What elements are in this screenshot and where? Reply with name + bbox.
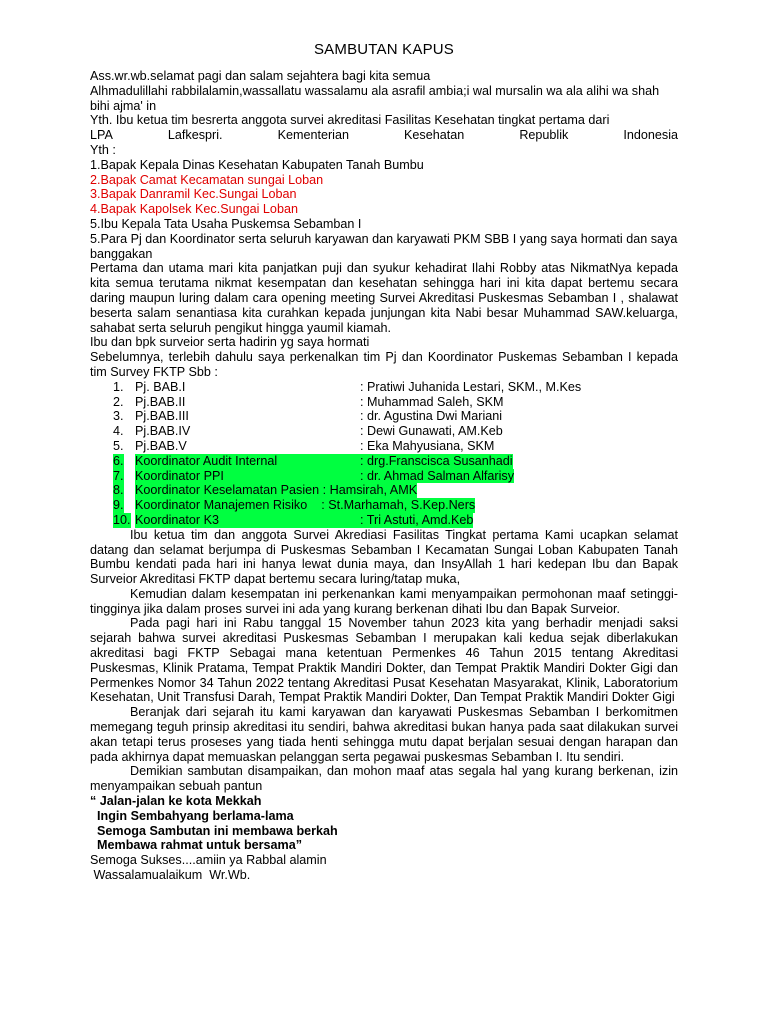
team-item-number: 7. (113, 468, 124, 483)
addressee-item: 5.Ibu Kepala Tata Usaha Puskemsa Sebamban I (90, 216, 362, 231)
document-title: SAMBUTAN KAPUS (313, 41, 455, 58)
lpa-word: Kementerian (277, 128, 349, 143)
team-item-person: : drg.Franscisca Susanhadi (360, 453, 513, 468)
team-item-role: Koordinator Keselamatan Pasien : Hamsirah, AMK (135, 483, 418, 498)
team-item-role: Pj.BAB.II (135, 394, 186, 409)
commitment-paragraph: Beranjak dari sejarah itu kami karyawan dan karyawati Puskesmas Sebamban I berkomitmen memegang teguh prinsip akreditasi itu sendiri, bahwa akreditasi bukan hanya pada saat dilakukan survei akan tetapi terus proseses yang tiada henti sehingga mutu dapat berjalan sesuai dengan harapan dan pada akhirnya dapat memuaskan pelanggan serta pegawai puskesmas Sebamban I. Itu sendiri. (90, 705, 678, 764)
team-item-role: Koordinator Manajemen Risiko : St.Marhamah, S.Kep.Ners (135, 498, 476, 513)
history-paragraph: Pada pagi hari ini Rabu tanggal 15 November tahun 2023 kita yang berhadir menjadi saksi sejarah bahwa survei akreditasi Puskesmas Sebamban I merupakan kali kedua sejak diberlakukan akreditasi bagi FKTP Sebagai mana ketentuan Permenkes 46 Tahun 2015 tentang Akreditasi Puskesmas, Klinik Pratama, Tempat Praktik Mandiri Dokter, dan Tempat Praktik Mandiri Dokter Gigi dan Permenkes Nomor 34 Tahun 2022 tentang Akreditasi Pusat Kesehatan Masyarakat, Klinik, Laboratorium Kesehatan, Unit Transfusi Darah, Tempat Praktik Mandiri Dokter, Dan Tempat Praktik Mandiri Dokter Gigi (90, 616, 678, 705)
highlight-fill (219, 513, 360, 528)
greeting-line: Ass.wr.wb.selamat pagi dan salam sejahtera bagi kita semua (90, 69, 431, 83)
opening-paragraph: Pertama dan utama mari kita panjatkan puji dan syukur kehadirat Ilahi Robby atas NikmatNya kepada kita semua terutama nikmat kesempatan dan kesehatan sehingga hari ini kita dapat bertemu secara daring maupun luring dalam cara opening meeting Survei Akreditasi Puskesmas Sebamban I , shalawat beserta salam senantiasa kita curahkan kepada junjungan kita Nabi besar Muhammad SAW.keluarga, sahabat serta seluruh pengikut hingga yaumil kiamah. (90, 261, 678, 335)
yth-intro: Yth. Ibu ketua tim besrerta anggota survei akreditasi Fasilitas Kesehatan tingkat pertama dari (90, 113, 610, 128)
team-list-item (90, 498, 678, 513)
team-item-number: 10. (113, 512, 131, 527)
document-body (90, 69, 678, 883)
team-item-number: 4. (113, 424, 124, 439)
addressee-item: 1.Bapak Kepala Dinas Kesehatan Kabupaten Tanah Bumbu (90, 157, 424, 172)
addressee-item: 4.Bapak Kapolsek Kec.Sungai Loban (90, 202, 298, 217)
lpa-word: Lafkespri. (167, 128, 223, 143)
team-item-role: Koordinator K3 (135, 512, 220, 527)
addressee-list (90, 158, 678, 262)
closing-paragraph: Demikian sambutan disampaikan, dan mohon maaf atas segala hal yang kurang berkenan, izin menyampaikan sebuah pantun (90, 764, 678, 794)
pantun-line: Semoga Sambutan ini membawa berkah (90, 823, 338, 838)
team-list-item (90, 380, 678, 395)
team-item-person: : Dewi Gunawati, AM.Keb (360, 424, 503, 439)
highlight-fill (277, 454, 360, 469)
addressee-item: 2.Bapak Camat Kecamatan sungai Loban (90, 172, 324, 187)
team-item-number: 9. (113, 498, 124, 513)
highlight-fill (224, 469, 360, 484)
team-item-role: Pj. BAB.I (135, 379, 186, 394)
pantun-line: Ingin Sembahyang berlama-lama (90, 808, 294, 823)
team-item-number: 5. (113, 438, 124, 453)
team-item-role: Koordinator PPI (135, 468, 224, 483)
team-item-number: 2. (113, 394, 124, 409)
closing-salam: Wassalamualaikum Wr.Wb. (90, 868, 251, 883)
team-item-role: Pj.BAB.III (135, 409, 189, 424)
lpa-word: Kesehatan (404, 128, 465, 143)
lpa-word: Republik (519, 128, 569, 143)
team-list-item (90, 469, 678, 484)
team-item-person: : Muhammad Saleh, SKM (360, 394, 504, 409)
welcome-paragraph: Ibu ketua tim dan anggota Survei Akrediasi Fasilitas Tingkat pertama Kami ucapkan selamat datang dan selamat berjumpa di Puskesmas Sebamban I Kecamatan Sungai Loban Kabupaten Tanah Bumbu kendati pada hari ini hanya lewat dunia maya, dan InsyAllah 1 hari kedepan Ibu dan Bapak Surveior Akreditasi FKTP dapat bertemu secara luring/tatap muka, (90, 527, 678, 587)
team-item-person: : dr. Agustina Dwi Mariani (360, 409, 503, 424)
lpa-word: Indonesia (623, 128, 678, 143)
lpa-line (90, 128, 678, 143)
team-intro-paragraph: Sebelumnya, terlebih dahulu saya perkenalkan tim Pj dan Koordinator Puskemas Sebamban I kepada tim Survey FKTP Sbb : (90, 350, 678, 379)
addressee-item: 3.Bapak Danramil Kec.Sungai Loban (90, 187, 297, 202)
team-list (90, 380, 678, 528)
team-list-item (90, 395, 678, 410)
team-list-item (90, 424, 678, 439)
greeting-surveior: Ibu dan bpk surveior serta hadirin yg saya hormati (90, 335, 370, 350)
team-item-person: : Eka Mahyusiana, SKM (360, 438, 495, 453)
team-list-item (90, 454, 678, 469)
closing-wish: Semoga Sukses....amiin ya Rabbal alamin (90, 853, 327, 868)
team-item-person: : dr. Ahmad Salman Alfarisy (360, 468, 514, 483)
team-item-number: 6. (113, 453, 124, 468)
team-list-item (90, 409, 678, 424)
lpa-word: LPA (90, 128, 113, 143)
team-item-role: Pj.BAB.IV (135, 424, 191, 439)
team-item-number: 3. (113, 409, 124, 424)
addressee-item: 5.Para Pj dan Koordinator serta seluruh karyawan dan karyawati PKM SBB I yang saya hormati dan saya banggakan (90, 231, 678, 261)
pantun-line: “ Jalan-jalan ke kota Mekkah (90, 794, 262, 809)
team-item-person: : Tri Astuti, Amd.Keb (360, 512, 474, 527)
apology-paragraph: Kemudian dalam kesempatan ini perkenankan kami menyampaikan permohonan maaf setinggi-tingginya jika dalam proses survei ini ada yang kurang berkenan dihati Ibu dan Bapak Surveior. (90, 586, 678, 616)
team-item-role: Pj.BAB.V (135, 438, 187, 453)
yth-label: Yth : (90, 142, 116, 157)
pantun-block (90, 794, 678, 853)
greeting-prayer: Alhmadulillahi rabbilalamin,wassallatu wassalamu ala asrafil ambia;i wal mursalin wa ala alihi wa shah bihi ajma' in (90, 83, 660, 113)
team-item-number: 1. (113, 379, 124, 394)
team-list-item (90, 439, 678, 454)
pantun-line: Membawa rahmat untuk bersama” (90, 838, 303, 853)
team-list-item (90, 513, 678, 528)
team-item-number: 8. (113, 483, 124, 498)
team-item-role: Koordinator Audit Internal (135, 453, 278, 468)
team-list-item (90, 483, 678, 498)
team-item-person: : Pratiwi Juhanida Lestari, SKM., M.Kes (360, 379, 582, 394)
